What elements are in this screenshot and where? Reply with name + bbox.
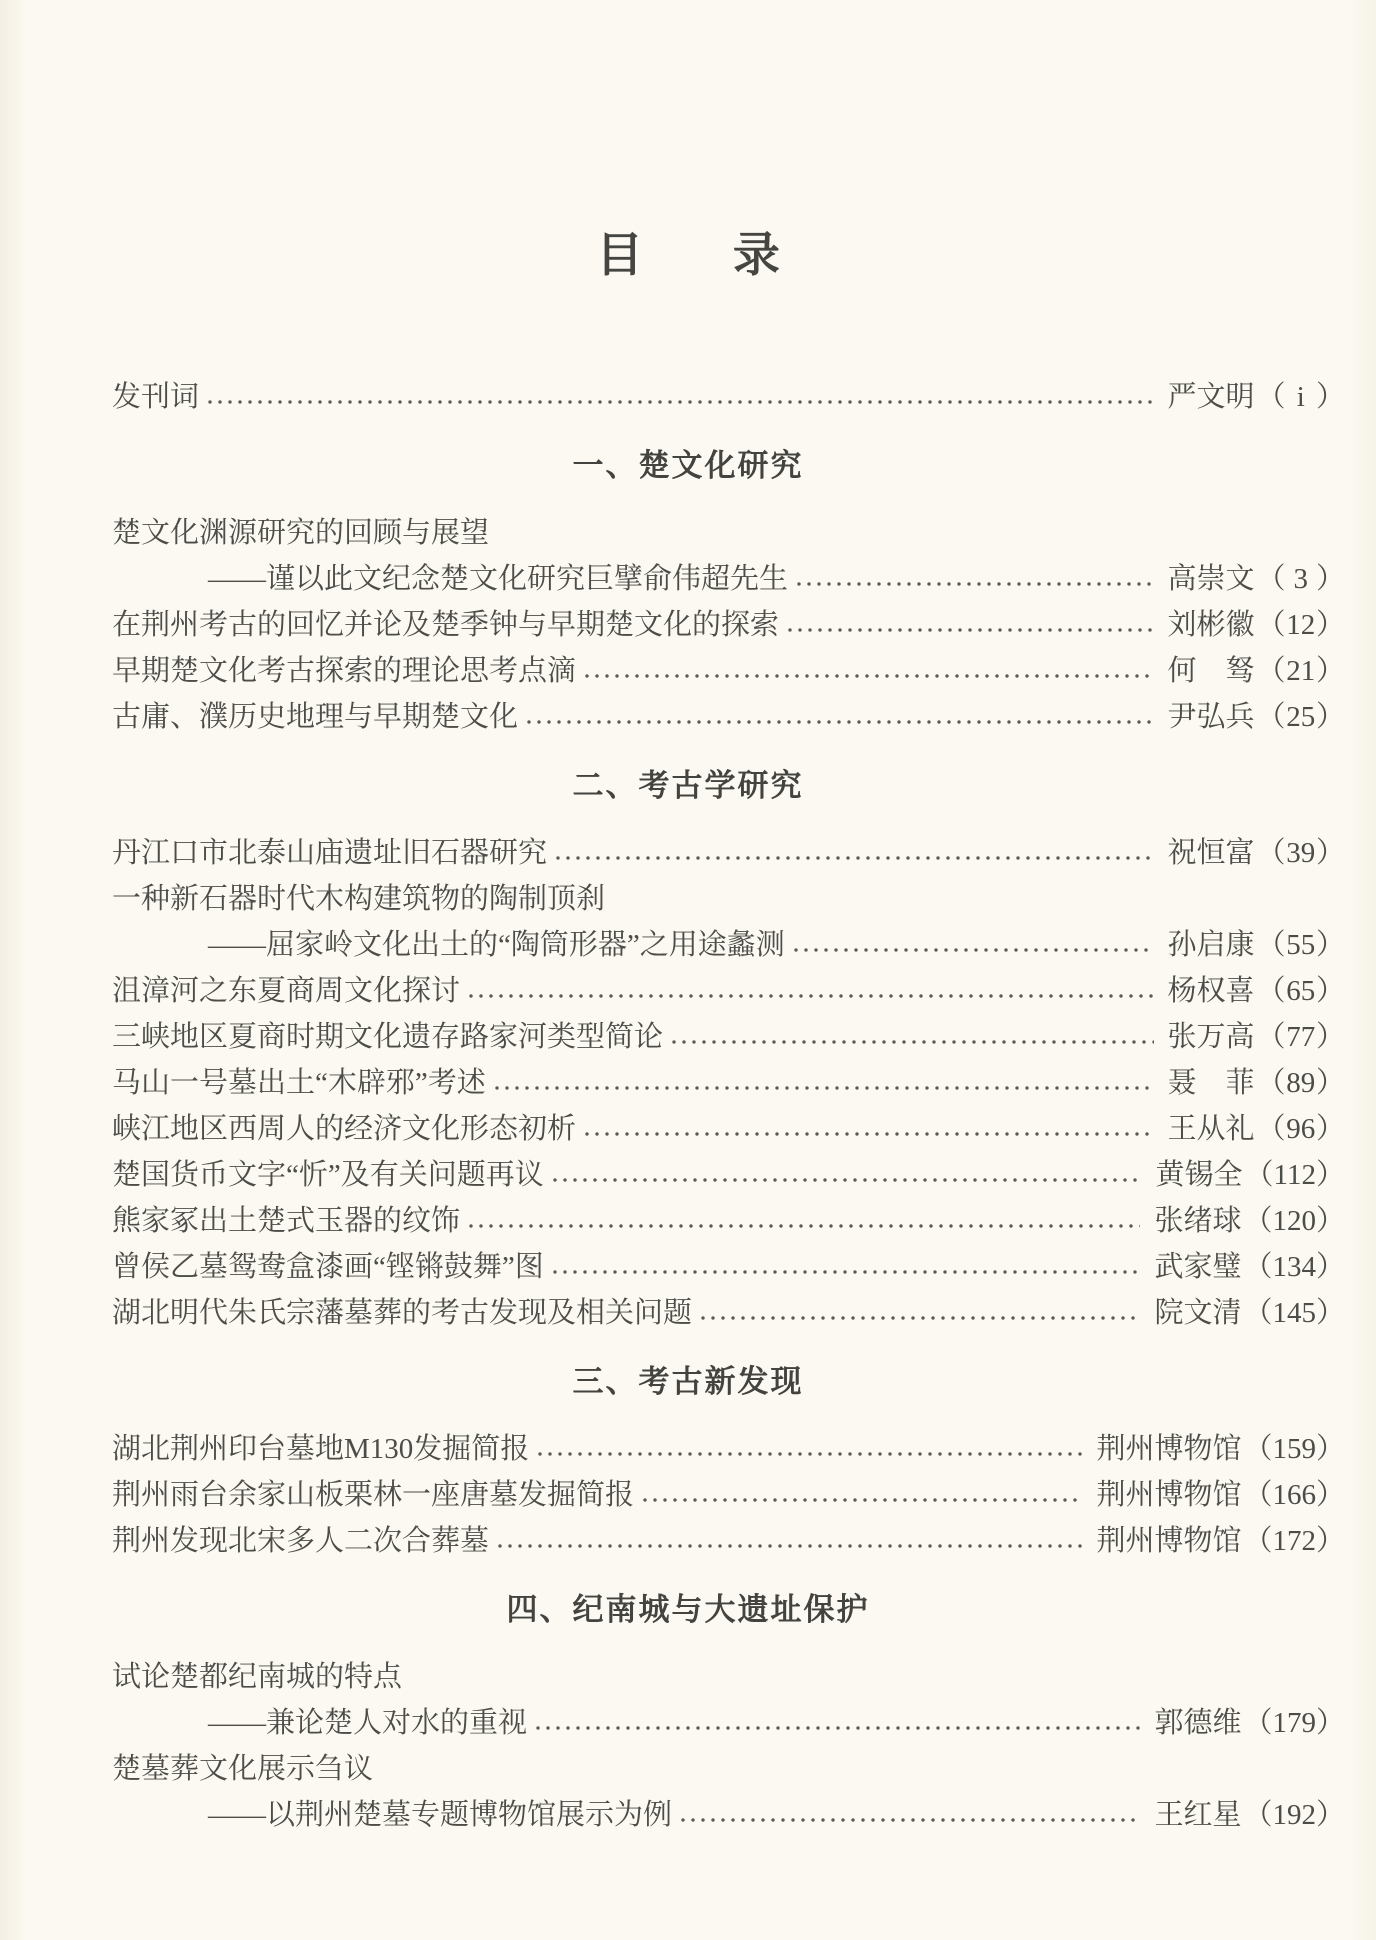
toc-entry-page-number: 112 xyxy=(1273,1159,1316,1192)
close-paren: ） xyxy=(1315,563,1345,596)
toc-entry-author-page xyxy=(1168,380,1345,414)
toc-entry-author-page xyxy=(1168,1112,1345,1146)
toc-entry-page-number: 89 xyxy=(1286,1067,1316,1100)
open-paren: （ xyxy=(1256,929,1286,962)
toc-entry-page-number: 3 xyxy=(1293,563,1309,596)
toc-entry-page-number: 39 xyxy=(1286,837,1316,870)
toc-entry-author-page xyxy=(1096,1524,1345,1558)
close-paren: ） xyxy=(1315,1799,1345,1832)
toc-entry xyxy=(112,608,1345,642)
toc-entry-title: 古庸、濮历史地理与早期楚文化 xyxy=(112,701,519,734)
toc-entry-author-page xyxy=(1168,974,1345,1008)
toc-entry-author: 刘彬徽 xyxy=(1167,609,1255,642)
toc-entry xyxy=(112,1204,1345,1238)
dot-leader xyxy=(582,672,1154,680)
toc-entry-page-number: 55 xyxy=(1286,929,1316,962)
toc-entry-author-page xyxy=(1154,1296,1345,1330)
toc-entry-author: 荆州博物馆 xyxy=(1096,1433,1242,1466)
toc-entry-author: 黄锡全 xyxy=(1155,1159,1243,1192)
toc-entry-author-page xyxy=(1168,928,1345,962)
toc-entry-page-number: 134 xyxy=(1272,1251,1316,1284)
toc-entry-title: 楚文化渊源研究的回顾与展望 xyxy=(112,517,490,550)
toc-entry-author-page xyxy=(1096,1432,1345,1466)
dot-leader xyxy=(550,1268,1141,1276)
close-paren: ） xyxy=(1315,1525,1345,1558)
toc-entry xyxy=(112,974,1345,1008)
toc-entry-title: 一种新石器时代木构建筑物的陶制顶刹 xyxy=(112,883,606,916)
toc-entry-author: 郭德维 xyxy=(1154,1707,1242,1740)
toc-entry xyxy=(112,1112,1345,1146)
dot-leader xyxy=(466,1222,1140,1230)
toc-entry-title: 在荆州考古的回忆并论及楚季钟与早期楚文化的探索 xyxy=(112,609,780,642)
toc-entry-author: 王从礼 xyxy=(1167,1113,1255,1146)
close-paren: ） xyxy=(1315,837,1345,870)
toc-entry-author-page xyxy=(1156,1158,1345,1192)
toc-entry xyxy=(112,1524,1345,1558)
close-paren: ） xyxy=(1315,1159,1345,1192)
dot-leader xyxy=(640,1496,1082,1504)
toc-entry-author-page xyxy=(1154,1798,1345,1832)
open-paren: （ xyxy=(1243,1799,1273,1832)
dot-leader xyxy=(492,1084,1154,1092)
toc-entry xyxy=(112,882,1345,916)
open-paren: （ xyxy=(1244,1159,1274,1192)
dot-leader xyxy=(533,1724,1140,1732)
toc-entry-author: 严文明 xyxy=(1167,381,1255,414)
open-paren: （ xyxy=(1243,1479,1273,1512)
toc-entry xyxy=(112,836,1345,870)
close-paren: ） xyxy=(1315,1297,1345,1330)
toc-entry-author-page xyxy=(1168,700,1345,734)
dot-leader xyxy=(205,398,1154,406)
dot-leader xyxy=(535,1450,1082,1458)
toc-entry-author-page xyxy=(1096,1478,1345,1512)
dot-leader xyxy=(582,1130,1154,1138)
open-paren: （ xyxy=(1243,1205,1273,1238)
toc-entry-author-page xyxy=(1168,654,1345,688)
toc-entry xyxy=(112,1250,1345,1284)
toc-entry-author: 荆州博物馆 xyxy=(1096,1479,1242,1512)
toc-entry xyxy=(112,1706,1345,1740)
toc-entry xyxy=(112,1798,1345,1832)
section-heading: 三、考古新发现 xyxy=(572,1364,804,1400)
toc-entry xyxy=(112,516,1345,550)
toc-entry xyxy=(112,1752,1345,1786)
toc-entry-author-page xyxy=(1168,1066,1345,1100)
toc-entry xyxy=(112,1158,1345,1192)
dot-leader xyxy=(553,854,1154,862)
open-paren: （ xyxy=(1256,563,1286,596)
toc-entry-page-number: 166 xyxy=(1272,1479,1316,1512)
close-paren: ） xyxy=(1315,1251,1345,1284)
toc-entry-page-number: 192 xyxy=(1272,1799,1316,1832)
open-paren: （ xyxy=(1256,1021,1286,1054)
toc-entry-author-page xyxy=(1154,1204,1345,1238)
toc-entry-title: 三峡地区夏商时期文化遗存路家河类型简论 xyxy=(112,1021,664,1054)
toc-entry-author: 高崇文 xyxy=(1167,563,1255,596)
close-paren: ） xyxy=(1315,655,1345,688)
close-paren: ） xyxy=(1315,1205,1345,1238)
toc-entry-author: 荆州博物馆 xyxy=(1096,1525,1242,1558)
dot-leader xyxy=(466,992,1154,1000)
page-title-char-1: 目 xyxy=(596,230,644,282)
toc-entry-title: ——兼论楚人对水的重视 xyxy=(208,1707,528,1740)
toc-entry xyxy=(112,1296,1345,1330)
toc-entry xyxy=(112,700,1345,734)
open-paren: （ xyxy=(1256,837,1286,870)
toc-entry-author: 王红星 xyxy=(1154,1799,1242,1832)
dot-leader xyxy=(791,946,1154,954)
dot-leader xyxy=(524,718,1154,726)
toc-entry-author: 院文清 xyxy=(1154,1297,1242,1330)
toc-entry-author: 孙启康 xyxy=(1167,929,1255,962)
toc-entry xyxy=(112,562,1345,596)
toc-entry-page-number: i xyxy=(1296,381,1305,414)
dot-leader xyxy=(794,580,1154,588)
toc-entry-author: 何 驽 xyxy=(1167,655,1255,688)
close-paren: ） xyxy=(1315,1433,1345,1466)
dot-leader xyxy=(785,626,1154,634)
toc-entry-title: 湖北荆州印台墓地M130发掘简报 xyxy=(112,1433,530,1466)
toc-entry-title: ——谨以此文纪念楚文化研究巨擘俞伟超先生 xyxy=(208,563,789,596)
toc-entry-page-number: 145 xyxy=(1272,1297,1316,1330)
toc-entry-page-number: 21 xyxy=(1286,655,1316,688)
dot-leader xyxy=(495,1542,1082,1550)
toc-entry-author: 张万高 xyxy=(1167,1021,1255,1054)
toc-entry-title: 试论楚都纪南城的特点 xyxy=(112,1661,403,1694)
page-title-char-2: 录 xyxy=(732,230,780,282)
toc-entry-title: 熊家冢出土楚式玉器的纹饰 xyxy=(112,1205,461,1238)
open-paren: （ xyxy=(1243,1251,1273,1284)
close-paren: ） xyxy=(1315,929,1345,962)
toc-entry-title: 曾侯乙墓鸳鸯盒漆画“铿锵鼓舞”图 xyxy=(112,1251,544,1284)
toc-entry-author-page xyxy=(1154,1250,1345,1284)
toc-entry xyxy=(112,1066,1345,1100)
dot-leader xyxy=(698,1314,1140,1322)
close-paren: ） xyxy=(1315,975,1345,1008)
toc-entry-page-number: 25 xyxy=(1286,701,1316,734)
toc-entry-title: 发刊词 xyxy=(112,381,200,414)
toc-entry-title: ——屈家岭文化出土的“陶筒形器”之用途蠡测 xyxy=(208,929,785,962)
toc-entry-author-page xyxy=(1168,608,1345,642)
open-paren: （ xyxy=(1243,1525,1273,1558)
close-paren: ） xyxy=(1315,1021,1345,1054)
toc-entry-author-page xyxy=(1168,1020,1345,1054)
toc-entry-title: 丹江口市北泰山庙遗址旧石器研究 xyxy=(112,837,548,870)
open-paren: （ xyxy=(1256,975,1286,1008)
toc-entry-author: 聂 菲 xyxy=(1167,1067,1255,1100)
toc-entry-title: 楚墓葬文化展示刍议 xyxy=(112,1753,374,1786)
section-heading: 二、考古学研究 xyxy=(572,768,804,804)
toc-entry xyxy=(112,380,1345,414)
dot-leader xyxy=(669,1038,1154,1046)
open-paren: （ xyxy=(1256,609,1286,642)
toc-entry-page-number: 172 xyxy=(1272,1525,1316,1558)
section-heading: 一、楚文化研究 xyxy=(572,448,804,484)
toc-entry-page-number: 120 xyxy=(1272,1205,1316,1238)
toc-entry-title: 马山一号墓出土“木辟邪”考述 xyxy=(112,1067,486,1100)
open-paren: （ xyxy=(1243,1433,1273,1466)
open-paren: （ xyxy=(1256,1113,1286,1146)
toc-entry-author: 杨权喜 xyxy=(1167,975,1255,1008)
toc-entry xyxy=(112,654,1345,688)
toc-entry xyxy=(112,1020,1345,1054)
dot-leader xyxy=(550,1176,1142,1184)
open-paren: （ xyxy=(1256,381,1286,414)
open-paren: （ xyxy=(1256,1067,1286,1100)
toc-entry-author: 尹弘兵 xyxy=(1167,701,1255,734)
close-paren: ） xyxy=(1315,1067,1345,1100)
open-paren: （ xyxy=(1243,1297,1273,1330)
close-paren: ） xyxy=(1315,1707,1345,1740)
toc-entry-title: 楚国货币文字“忻”及有关问题再议 xyxy=(112,1159,544,1192)
toc-entry-title: 荆州发现北宋多人二次合葬墓 xyxy=(112,1525,490,1558)
page-title xyxy=(0,228,1376,284)
toc-entry-page-number: 77 xyxy=(1286,1021,1316,1054)
toc-entry-author: 武家璧 xyxy=(1154,1251,1242,1284)
toc-entry-author-page xyxy=(1168,562,1345,596)
open-paren: （ xyxy=(1256,655,1286,688)
dot-leader xyxy=(678,1816,1140,1824)
toc-rows xyxy=(0,380,1376,1832)
toc-entry xyxy=(112,1478,1345,1512)
toc-entry-author-page xyxy=(1154,1706,1345,1740)
toc-entry-page-number: 12 xyxy=(1286,609,1316,642)
close-paren: ） xyxy=(1315,701,1345,734)
toc-entry-page-number: 179 xyxy=(1272,1707,1316,1740)
toc-entry-page-number: 159 xyxy=(1272,1433,1316,1466)
section-heading: 四、纪南城与大遗址保护 xyxy=(506,1592,870,1628)
open-paren: （ xyxy=(1243,1707,1273,1740)
toc-entry-title: 早期楚文化考古探索的理论思考点滴 xyxy=(112,655,577,688)
toc-entry-author: 张绪球 xyxy=(1154,1205,1242,1238)
toc-entry-title: 峡江地区西周人的经济文化形态初析 xyxy=(112,1113,577,1146)
toc-entry-title: ——以荆州楚墓专题博物馆展示为例 xyxy=(208,1799,673,1832)
close-paren: ） xyxy=(1315,381,1345,414)
toc-entry-title: 湖北明代朱氏宗藩墓葬的考古发现及相关问题 xyxy=(112,1297,693,1330)
toc-entry-title: 沮漳河之东夏商周文化探讨 xyxy=(112,975,461,1008)
toc-entry-title: 荆州雨台余家山板栗林一座唐墓发掘简报 xyxy=(112,1479,635,1512)
toc-entry xyxy=(112,928,1345,962)
toc-entry-author-page xyxy=(1168,836,1345,870)
toc-entry xyxy=(112,1432,1345,1466)
toc-entry xyxy=(112,1660,1345,1694)
toc-entry-page-number: 65 xyxy=(1286,975,1316,1008)
toc-entry-author: 祝恒富 xyxy=(1167,837,1255,870)
open-paren: （ xyxy=(1256,701,1286,734)
close-paren: ） xyxy=(1315,1479,1345,1512)
close-paren: ） xyxy=(1315,1113,1345,1146)
toc-entry-page-number: 96 xyxy=(1286,1113,1316,1146)
close-paren: ） xyxy=(1315,609,1345,642)
